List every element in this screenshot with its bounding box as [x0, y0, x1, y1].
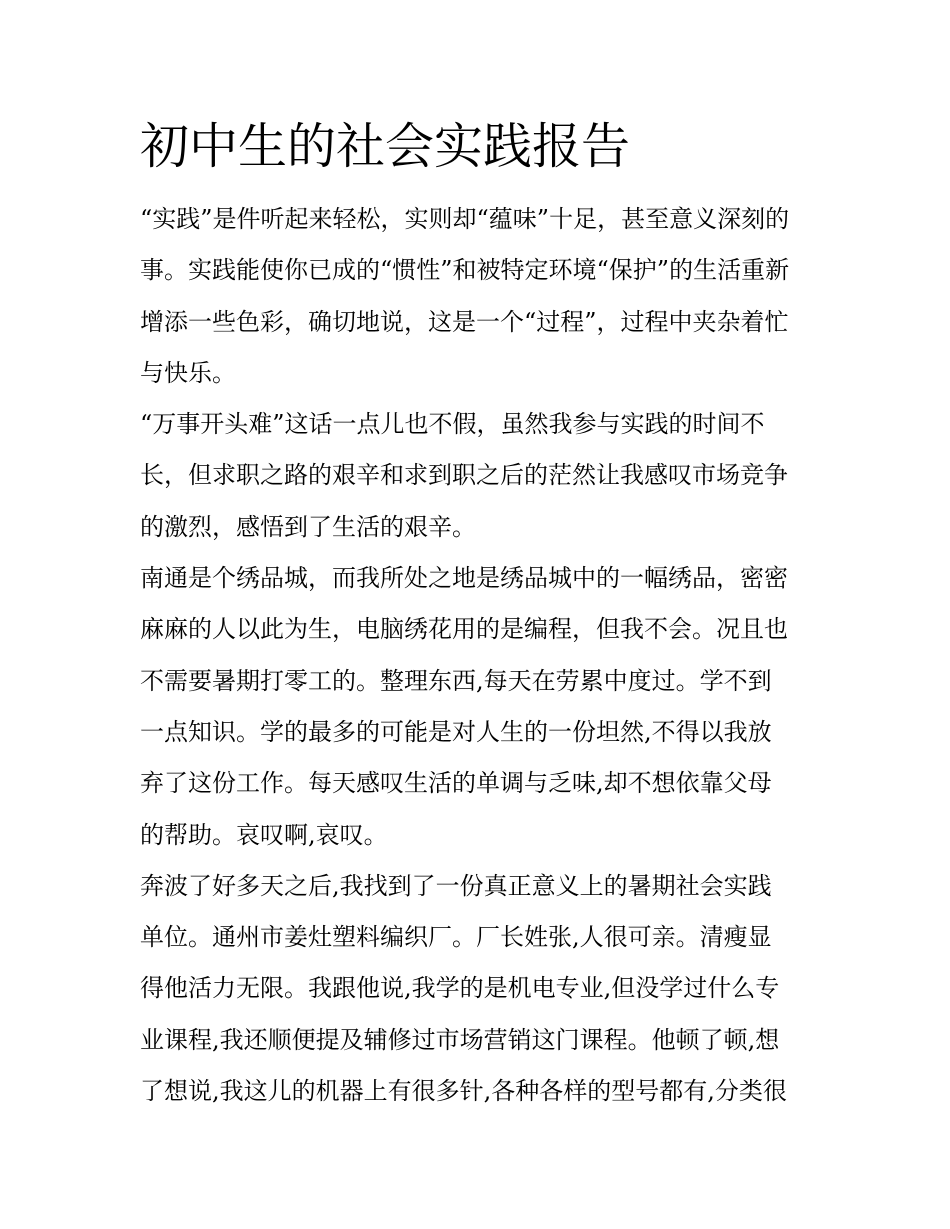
- text-line: 事。实践能使你已成的“惯性”和被特定环境“保护”的生活重新: [140, 256, 790, 285]
- document-title: 初中生的社会实践报告: [140, 118, 631, 175]
- text-line: 单位。通州市姜灶塑料编织厂。厂长姓张,人很可亲。清瘦显: [140, 923, 772, 952]
- text-line: 增添一些色彩，确切地说，这是一个“过程”，过程中夹杂着忙: [140, 307, 789, 336]
- text-line: 业课程,我还顺便提及辅修过市场营销这门课程。他顿了顿,想: [140, 1025, 780, 1054]
- text-line: 得他活力无限。我跟他说,我学的是机电专业,但没学过什么专: [140, 974, 780, 1003]
- text-line: “万事开头难”这话一点儿也不假，虽然我参与实践的时间不: [140, 410, 765, 439]
- text-line: 与快乐。: [140, 358, 236, 387]
- document-body: [140, 194, 812, 1117]
- paragraph: [140, 399, 812, 553]
- document-page: [140, 112, 812, 1117]
- text-line: 一点知识。学的最多的可能是对人生的一份坦然,不得以我放: [140, 717, 772, 746]
- paragraph: [140, 553, 812, 861]
- text-line: 的帮助。哀叹啊,哀叹。: [140, 820, 388, 849]
- text-line: 南通是个绣品城，而我所处之地是绣品城中的一幅绣品，密密: [140, 564, 788, 593]
- text-line: “实践”是件听起来轻松，实则却“蕴味”十足，甚至意义深刻的: [140, 205, 790, 233]
- text-line: 了想说,我这儿的机器上有很多针,各种各样的型号都有,分类很: [140, 1077, 787, 1106]
- text-line: 的激烈，感悟到了生活的艰辛。: [140, 512, 476, 541]
- paragraph: [140, 194, 812, 399]
- text-line: 麻麻的人以此为生，电脑绣花用的是编程，但我不会。况且也: [140, 615, 788, 644]
- text-line: 奔波了好多天之后,我找到了一份真正意义上的暑期社会实践: [140, 871, 772, 900]
- paragraph: [140, 861, 812, 1117]
- text-line: 不需要暑期打零工的。整理东西,每天在劳累中度过。学不到: [140, 666, 772, 695]
- text-line: 长，但求职之路的艰辛和求到职之后的茫然让我感叹市场竞争: [140, 461, 788, 490]
- text-line: 弃了这份工作。每天感叹生活的单调与乏味,却不想依靠父母: [140, 769, 772, 798]
